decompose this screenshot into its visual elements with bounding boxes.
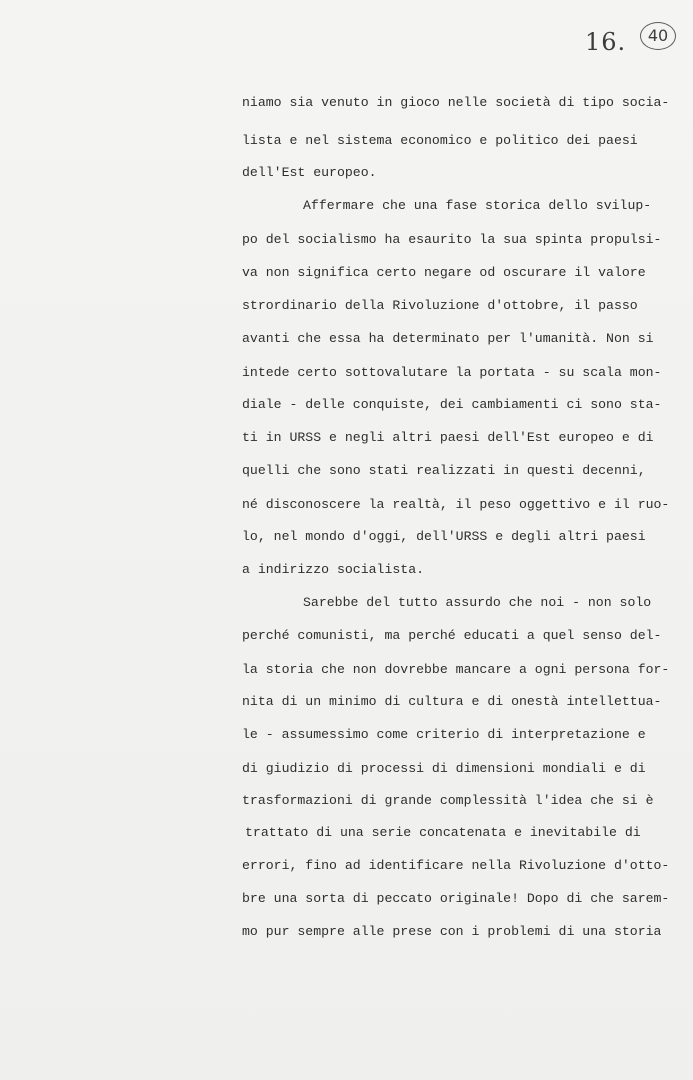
text-line: strordinario della Rivoluzione d'ottobre, il passo (242, 298, 638, 313)
text-line: trasformazioni di grande complessità l'idea che si è (242, 793, 654, 808)
text-line: diale - delle conquiste, dei cambiamenti ci sono sta- (242, 397, 662, 412)
text-line: le - assumessimo come criterio di interpretazione e (242, 727, 646, 742)
text-line: la storia che non dovrebbe mancare a ogni persona for- (242, 662, 670, 677)
text-line: Affermare che una fase storica dello svilup- (303, 198, 652, 213)
text-line: di giudizio di processi di dimensioni mondiali e di (242, 761, 646, 776)
text-line: intede certo sottovalutare la portata - su scala mon- (242, 365, 662, 380)
text-line: avanti che essa ha determinato per l'umanità. Non si (242, 331, 654, 346)
text-line: niamo sia venuto in gioco nelle società di tipo socia- (242, 95, 670, 110)
text-line: lo, nel mondo d'oggi, dell'URSS e degli altri paesi (242, 529, 646, 544)
text-line: nita di un minimo di cultura e di onestà intellettua- (242, 694, 662, 709)
text-line: errori, fino ad identificare nella Rivoluzione d'otto- (242, 858, 670, 873)
text-line: Sarebbe del tutto assurdo che noi - non solo (303, 595, 652, 610)
page-number: 16. (585, 28, 627, 56)
text-line: ti in URSS e negli altri paesi dell'Est europeo e di (242, 430, 654, 445)
text-line: lista e nel sistema economico e politico dei paesi (242, 133, 638, 148)
text-line: po del socialismo ha esaurito la sua spinta propulsi- (242, 232, 662, 247)
text-line: quelli che sono stati realizzati in questi decenni, (242, 463, 646, 478)
text-line: dell'Est europeo. (242, 165, 377, 180)
text-line: va non significa certo negare od oscurare il valore (242, 265, 646, 280)
text-line: mo pur sempre alle prese con i problemi di una storia (242, 924, 662, 939)
text-line: né disconoscere la realtà, il peso oggettivo e il ruo- (242, 497, 670, 512)
text-line: a indirizzo socialista. (242, 562, 425, 577)
text-line: trattato di una serie concatenata e inevitabile di (245, 825, 641, 840)
text-line: bre una sorta di peccato originale! Dopo di che sarem- (242, 891, 670, 906)
archive-stamp: 40 (640, 22, 676, 50)
text-line: perché comunisti, ma perché educati a quel senso del- (242, 628, 662, 643)
